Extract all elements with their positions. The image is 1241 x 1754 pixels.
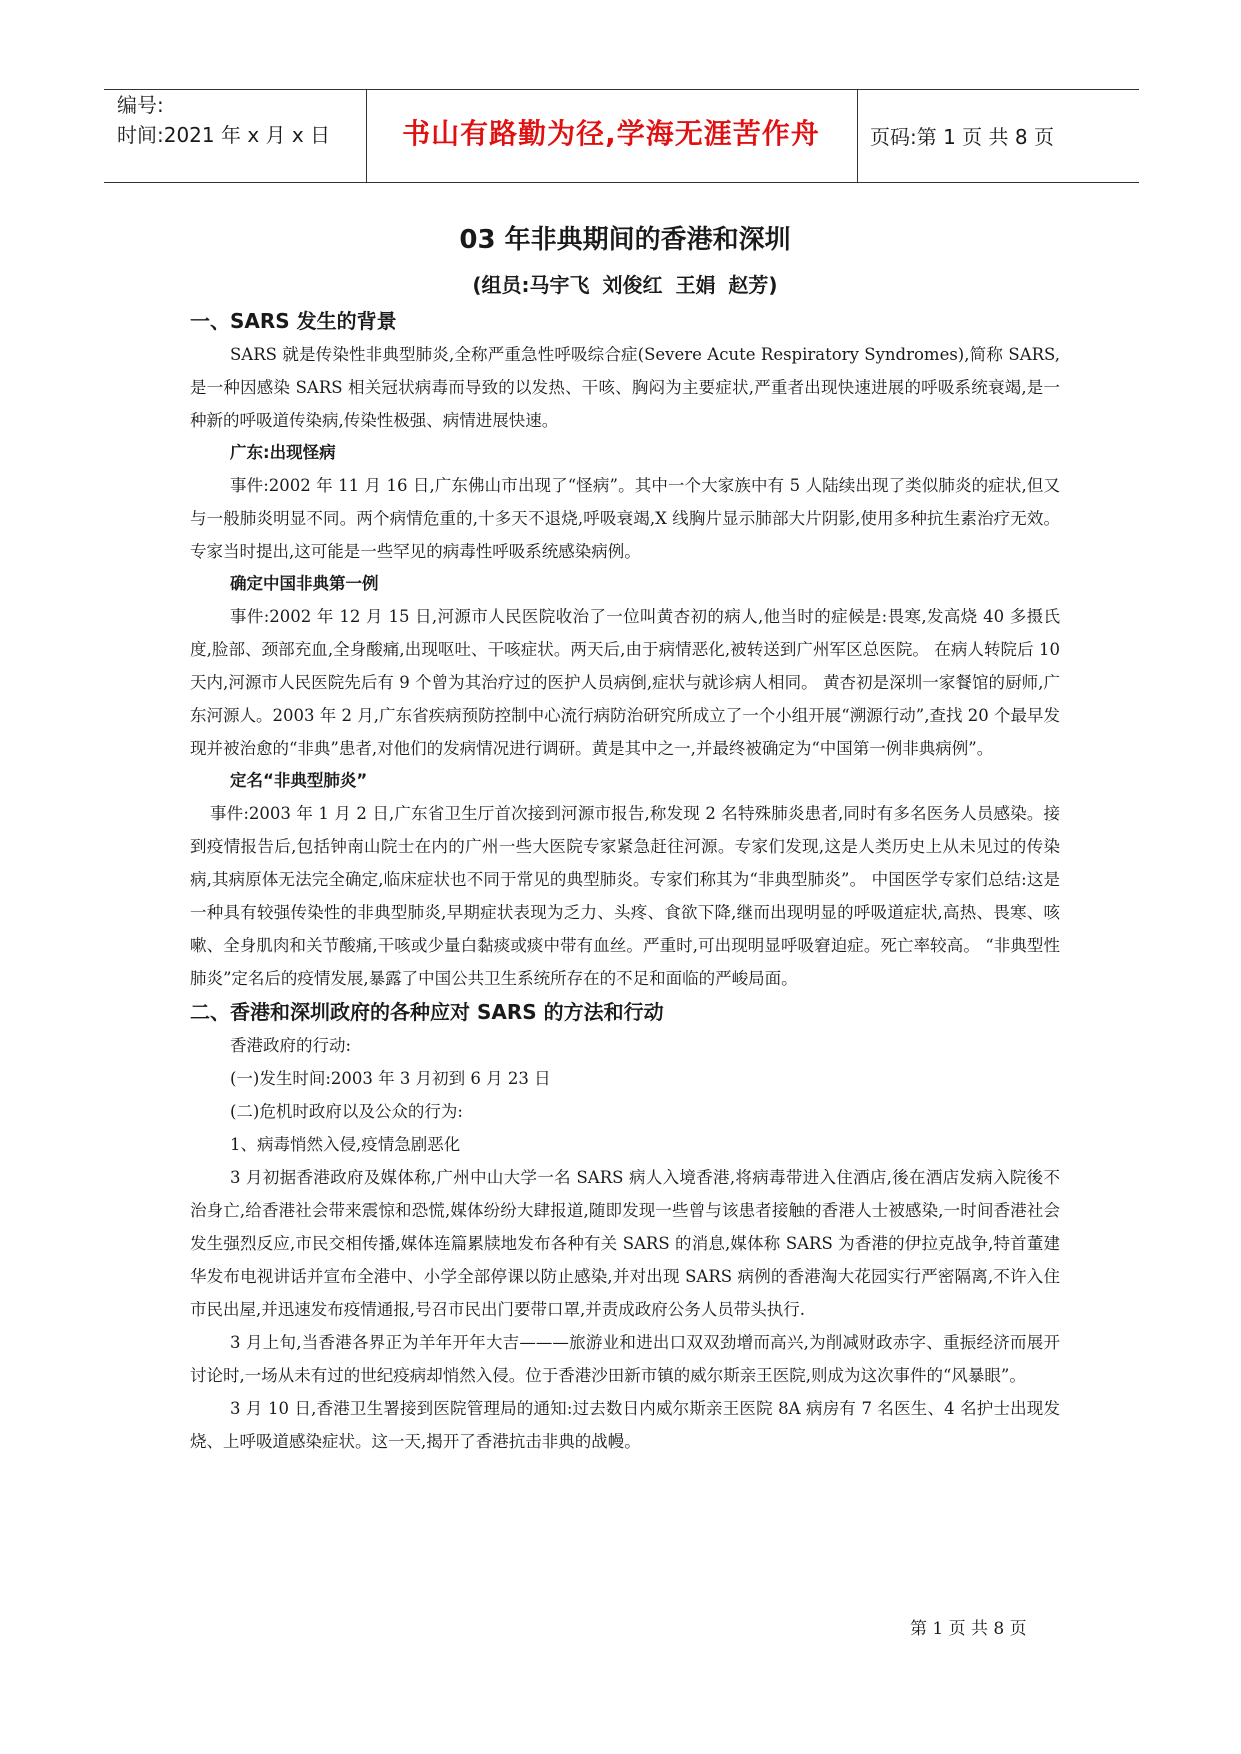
serial-label: 编号:: [117, 93, 164, 117]
section-2-paragraph-2: 3 月上旬,当香港各界正为羊年开年大吉———旅游业和进出口双双劲增而高兴,为削减财政赤字、重振经济而展开讨论时,一场从未有过的世纪疫病却悄然入侵。位于香港沙田新市镇的威尔斯亲王医院,则成为这次事件的“风暴眼”。: [190, 1333, 1060, 1385]
document-title: 03 年非典期间的香港和深圳: [459, 225, 791, 255]
header-left-cell: [117, 90, 362, 150]
crisis-behaviour: (二)危机时政府以及公众的行为:: [230, 1102, 463, 1121]
header-divider-left: [366, 89, 367, 183]
page-footer: 第 1 页 共 8 页: [910, 1619, 1027, 1639]
section-1-paragraph-1: SARS 就是传染性非典型肺炎,全称严重急性呼吸综合症(Severe Acute Respiratory Syndromes),简称 SARS,是一种因感染 SARS 相关冠状病毒而导致的以发热、干咳、胸闷为主要症状,严重者出现快速进展的呼吸系统衰竭,是一种新的呼吸道传染病,传染性极强、病情进展快速。: [190, 345, 1060, 430]
header-divider-right: [857, 89, 858, 183]
hk-government-actions: 香港政府的行动:: [230, 1036, 352, 1055]
section-1-paragraph-4: 事件:2003 年 1 月 2 日,广东省卫生厅首次接到河源市报告,称发现 2 名特殊肺炎患者,同时有多名医务人员感染。接到疫情报告后,包括钟南山院士在内的广州一些大医院专家紧急赶往河源。专家们发现,这是人类历史上从未见过的传染病,其病原体无法完全确定,临床症状也不同于常见的典型肺炎。专家们称其为“非典型肺炎”。 中国医学专家们总结:这是一种具有较强传染性的非典型肺炎,早期症状表现为乏力、头疼、食欲下降,继而出现明显的呼吸道症状,高热、畏寒、咳嗽、全身肌肉和关节酸痛,干咳或少量白黏痰或痰中带有血丝。严重时,可出现明显呼吸窘迫症。死亡率较高。 “非典型性肺炎”定名后的疫情发展,暴露了中国公共卫生系统所存在的不足和面临的严峻局面。: [190, 804, 1060, 988]
section-2-heading: 二、香港和深圳政府的各种应对 SARS 的方法和行动: [190, 1000, 664, 1024]
virus-invasion: 1、病毒悄然入侵,疫情急剧恶化: [230, 1135, 461, 1154]
section-2-paragraph-3: 3 月 10 日,香港卫生署接到医院管理局的通知:过去数日内威尔斯亲王医院 8A 病房有 7 名医生、4 名护士出现发烧、上呼吸道感染症状。这一天,揭开了香港抗击非典的战幔。: [190, 1399, 1060, 1451]
section-1-paragraph-3: 事件:2002 年 12 月 15 日,河源市人民医院收治了一位叫黄杏初的病人,他当时的症候是:畏寒,发高烧 40 多摄氏度,脸部、颈部充血,全身酸痛,出现呕吐、干咳症状。两天后,由于病情恶化,被转送到广州军区总医院。 在病人转院后 10 天内,河源市人民医院先后有 9 个曾为其治疗过的医护人员病倒,症状与就诊病人相同。 黄杏初是深圳一家餐馆的厨师,广东河源人。2003 年 2 月,广东省疾病预防控制中心流行病防治研究所成立了一个小组开展“溯源行动”,查找 20 个最早发现并被治愈的“非典”患者,对他们的发病情况进行调研。黄是其中之一,并最终被确定为“中国第一例非典病例”。: [190, 607, 1060, 758]
header-motto: 书山有路勤为径,学海无涯苦作舟: [402, 117, 820, 150]
section-1-heading: 一、SARS 发生的背景: [190, 309, 397, 333]
occurrence-time: (一)发生时间:2003 年 3 月初到 6 月 23 日: [230, 1069, 551, 1088]
time-label: 时间:2021 年 x 月 x 日: [117, 123, 331, 147]
header-page-label: 页码:第 1 页 共 8 页: [870, 125, 1054, 149]
header-bottom-rule: [104, 182, 1139, 183]
section-1-paragraph-2: 事件:2002 年 11 月 16 日,广东佛山市出现了“怪病”。其中一个大家族中有 5 人陆续出现了类似肺炎的症状,但又与一般肺炎明显不同。两个病情危重的,十多天不退烧,呼吸衰竭,X 线胸片显示肺部大片阴影,使用多种抗生素治疗无效。专家当时提出,这可能是一些罕见的病毒性呼吸系统感染病例。: [190, 476, 1060, 561]
subheading-naming: 定名“非典型肺炎”: [230, 771, 368, 790]
document-body: [190, 210, 1060, 1458]
subheading-first-case: 确定中国非典第一例: [230, 574, 379, 593]
subheading-guangdong: 广东:出现怪病: [230, 443, 336, 462]
section-2-paragraph-1: 3 月初据香港政府及媒体称,广州中山大学一名 SARS 病人入境香港,将病毒带进入住酒店,後在酒店发病入院後不治身亡,给香港社会带来震惊和恐慌,媒体纷纷大肆报道,随即发现一些曾与该患者接触的香港人士被感染,一时间香港社会发生强烈反应,市民交相传播,媒体连篇累牍地发布各种有关 SARS 的消息,媒体称 SARS 为香港的伊拉克战争,特首董建华发布电视讲话并宣布全港中、小学全部停课以防止感染,并对出现 SARS 病例的香港淘大花园实行严密隔离,不许入住市民出屋,并迅速发布疫情通报,号召市民出门要带口罩,并责成政府公务人员带头执行.: [190, 1168, 1060, 1319]
group-members: (组员:马宇飞 刘俊红 王娟 赵芳): [472, 273, 778, 297]
